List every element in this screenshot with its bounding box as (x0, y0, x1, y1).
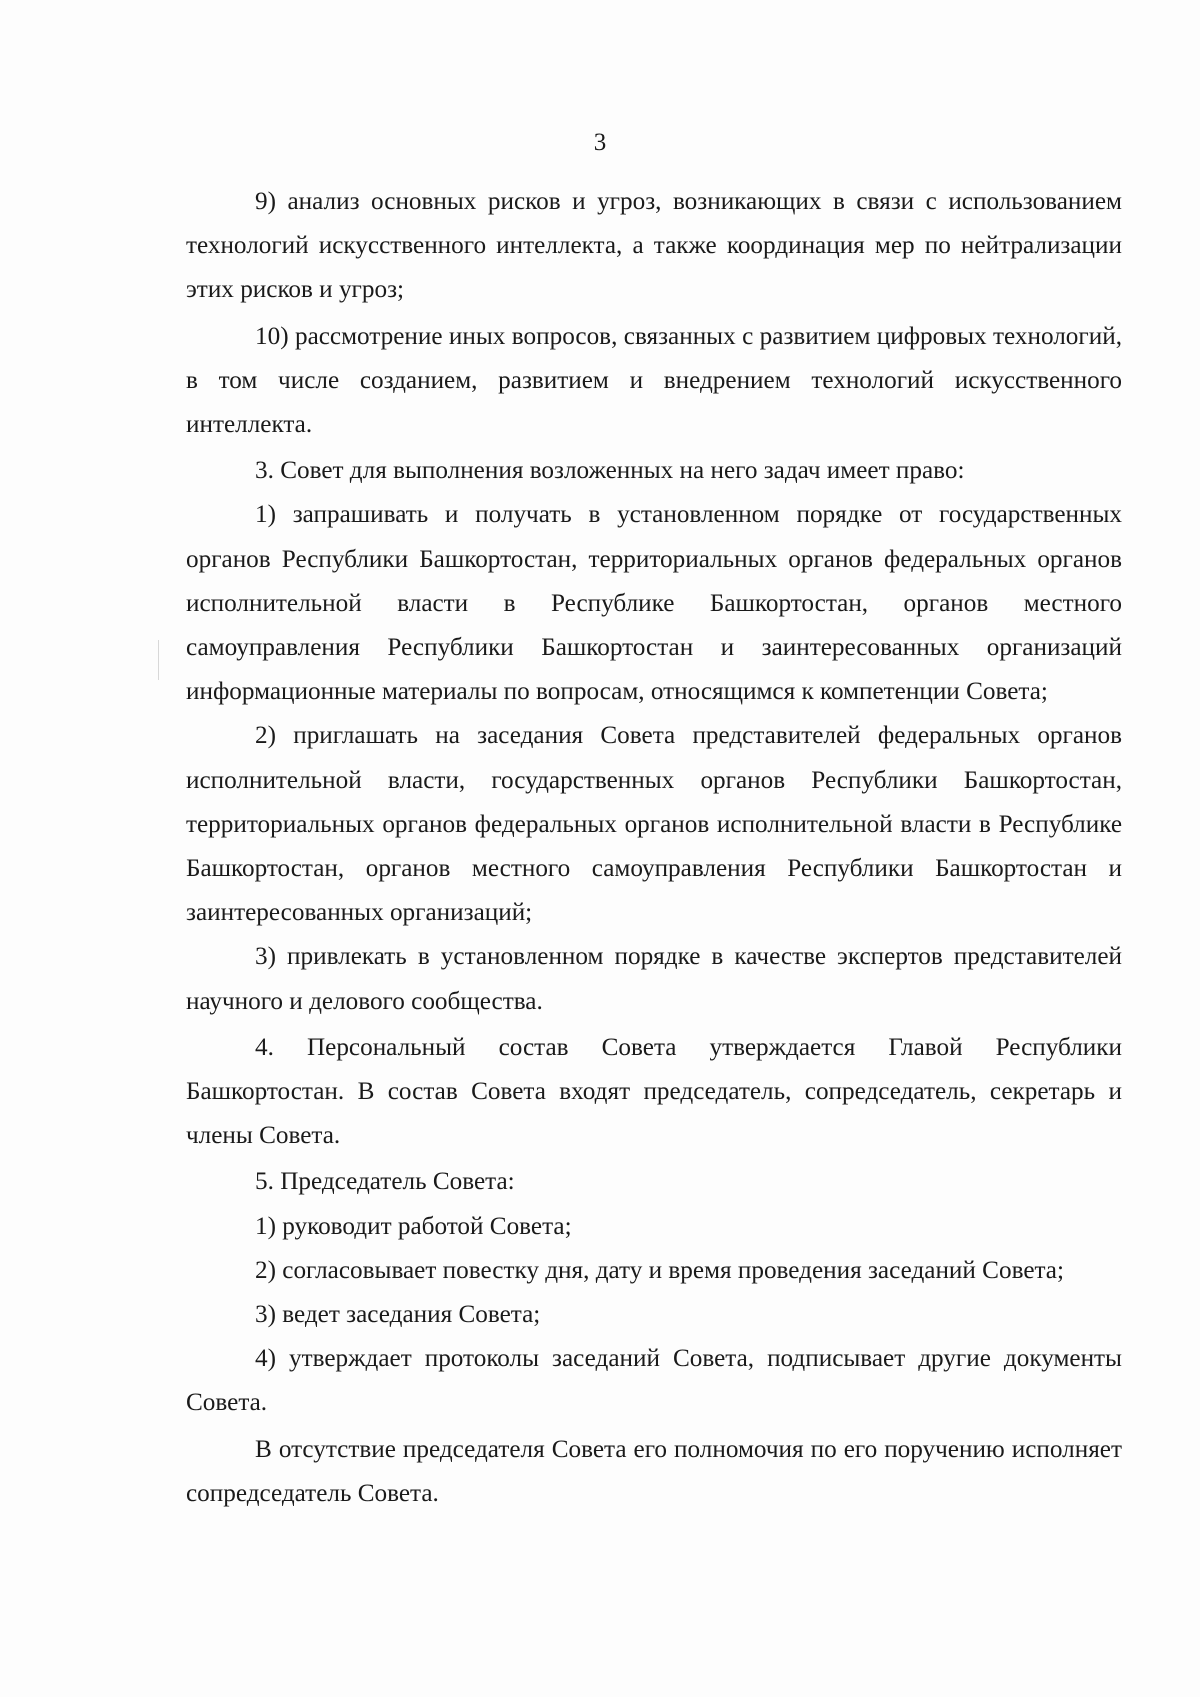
paragraph-section-3: 3. Совет для выполнения возложенных на него задач имеет право: (255, 457, 965, 485)
paragraph-chair-absence: В отсутствие председателя Совета его полномочия по его поручению исполняет сопредседатель Совета. (186, 1435, 1122, 1507)
page-number: 3 (593, 129, 607, 156)
paragraph-chair-duty-3: 3) ведет заседания Совета; (255, 1301, 541, 1329)
paragraph-right-2: 2) приглашать на заседания Совета представителей федеральных органов исполнительной власти, государственных органов Республики Башкортостан, территориальных органов федеральных органов исполнительной власти в Республике Башкортостан, органов местного самоуправления Республики Башкортостан и заинтересованных организаций; (186, 722, 1122, 927)
document-body (186, 180, 1122, 1516)
paragraph-item-10: 10) рассмотрение иных вопросов, связанных с развитием цифровых технологий, в том числе созданием, развитием и внедрением технологий искусственного интеллекта. (186, 322, 1122, 439)
paragraph-chair-duty-4: 4) утверждает протоколы заседаний Совета, подписывает другие документы Совета. (186, 1345, 1122, 1417)
paragraph-section-5: 5. Председатель Совета: (255, 1168, 515, 1196)
paragraph-chair-duty-1: 1) руководит работой Совета; (255, 1212, 572, 1240)
scan-artifact-line (158, 640, 159, 680)
paragraph-section-4: 4. Персональный состав Совета утверждается Главой Республики Башкортостан. В состав Совета входят председатель, сопредседатель, секретарь и члены Совета. (186, 1033, 1122, 1150)
paragraph-chair-duty-2: 2) согласовывает повестку дня, дату и время проведения заседаний Совета; (255, 1256, 1064, 1284)
paragraph-item-9: 9) анализ основных рисков и угроз, возникающих в связи с использованием технологий искусственного интеллекта, а также координация мер по нейтрализации этих рисков и угроз; (186, 188, 1122, 304)
paragraph-right-1: 1) запрашивать и получать в установленном порядке от государственных органов Республики Башкортостан, территориальных органов федеральных органов исполнительной власти в Республике Башкортостан, органов местного самоуправления Республики Башкортостан и заинтересованных организаций информационные материалы по вопросам, относящимся к компетенции Совета; (186, 501, 1122, 706)
paragraph-right-3: 3) привлекать в установленном порядке в качестве экспертов представителей научного и делового сообщества. (186, 943, 1122, 1015)
